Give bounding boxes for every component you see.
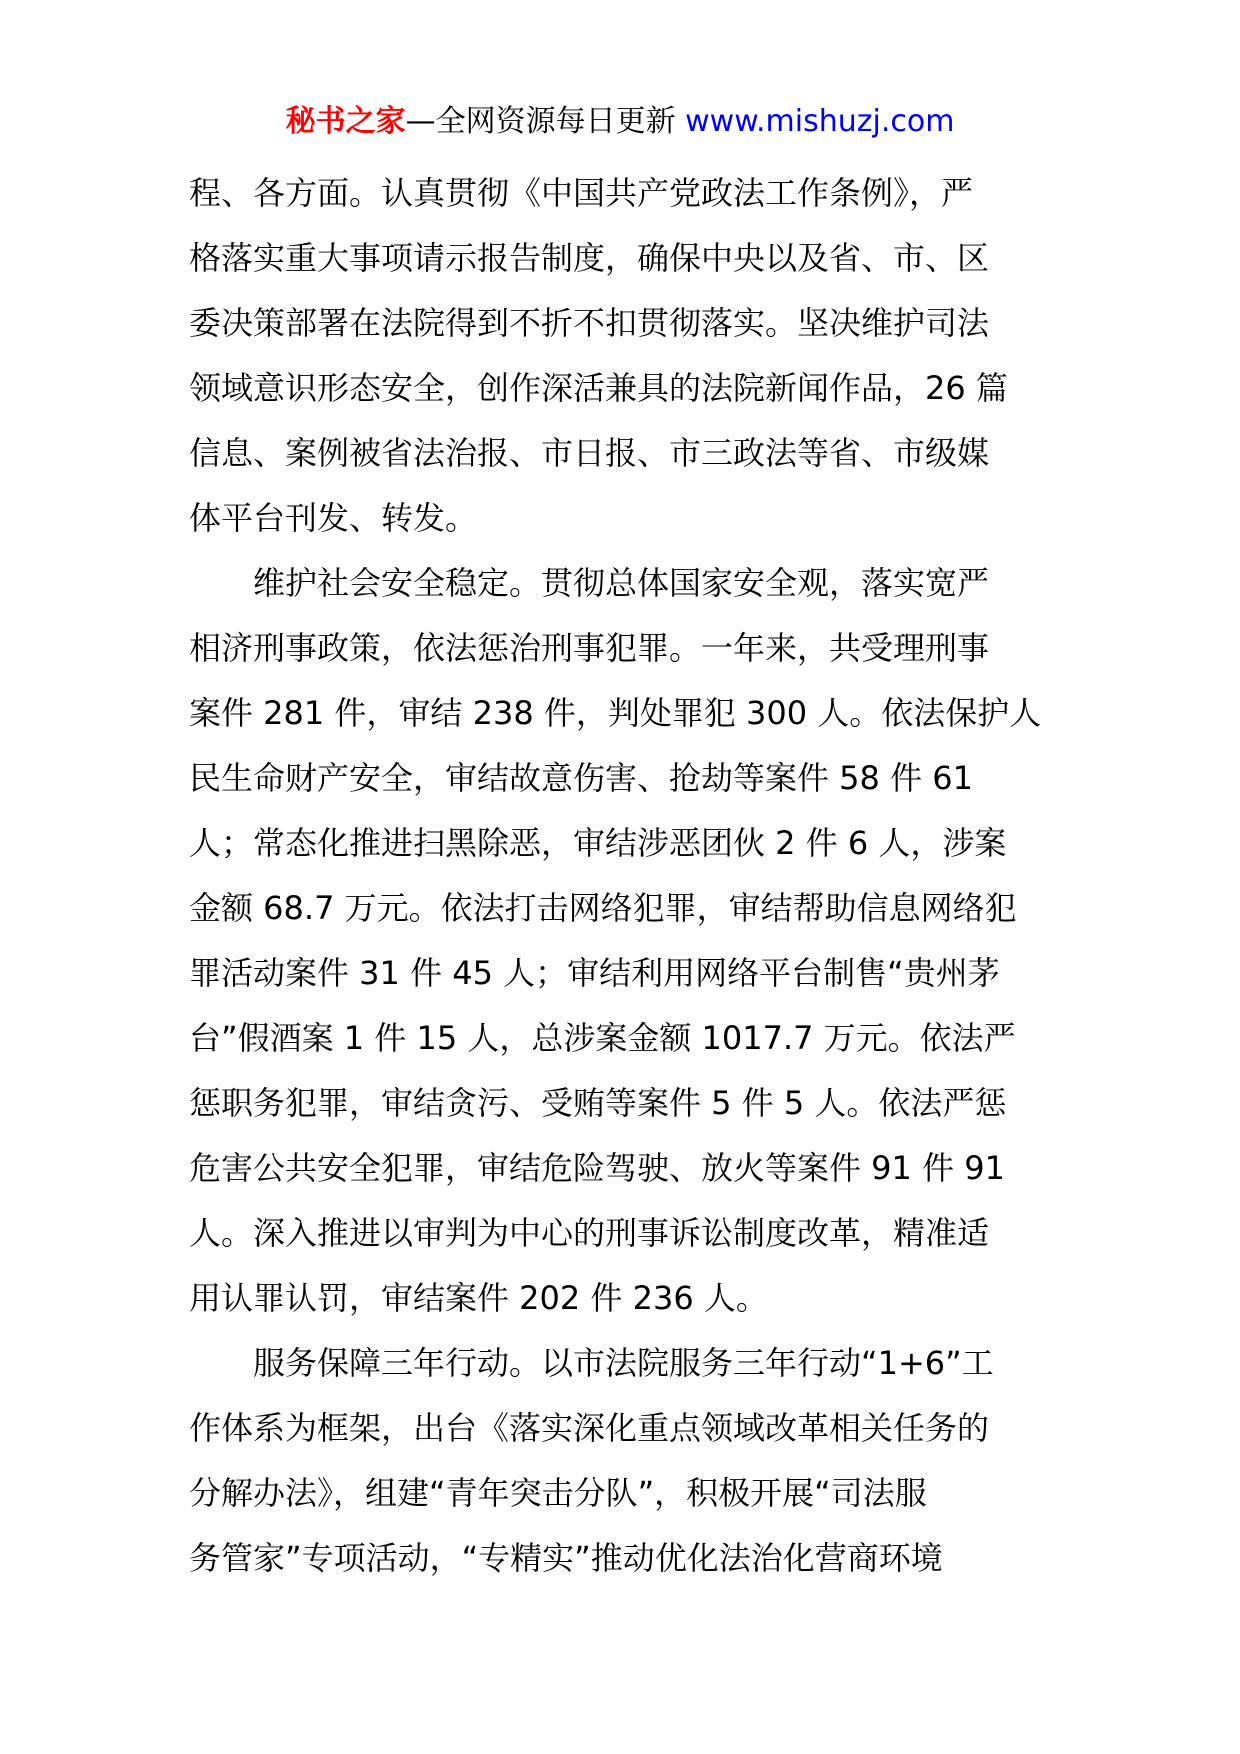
paragraph-three-year-action xyxy=(189,1331,1059,1591)
header-tagline: —全网资源每日更新 xyxy=(405,104,686,139)
text-line: 委决策部署在法院得到不折不扣贯彻落实。坚决维护司法 xyxy=(189,304,990,342)
text-line: 体平台刊发、转发。 xyxy=(189,499,478,537)
text-line: 分解办法》，组建“青年突击分队”，积极开展“司法服 xyxy=(189,1474,927,1512)
text-line: 惩职务犯罪，审结贪污、受贿等案件 5 件 5 人。依法严惩 xyxy=(189,1084,1007,1122)
brand-name: 秘书之家 xyxy=(285,104,406,139)
paragraph-social-security xyxy=(189,551,1059,1331)
text-line: 台”假酒案 1 件 15 人，总涉案金额 1017.7 万元。依法严 xyxy=(189,1019,1016,1057)
text-line: 格落实重大事项请示报告制度，确保中央以及省、市、区 xyxy=(189,239,990,277)
text-line: 领域意识形态安全，创作深活兼具的法院新闻作品，26 篇 xyxy=(189,369,1008,407)
page-header xyxy=(0,100,1240,144)
text-line: 金额 68.7 万元。依法打击网络犯罪，审结帮助信息网络犯 xyxy=(189,889,1017,927)
document-body xyxy=(189,161,1059,1591)
paragraph-continuation xyxy=(189,161,1059,551)
text-line: 危害公共安全犯罪，审结危险驾驶、放火等案件 91 件 91 xyxy=(189,1149,1005,1187)
text-line: 人。深入推进以审判为中心的刑事诉讼制度改革，精准适 xyxy=(189,1214,990,1252)
text-line: 人；常态化推进扫黑除恶，审结涉恶团伙 2 件 6 人，涉案 xyxy=(189,824,1007,862)
text-line: 信息、案例被省法治报、市日报、市三政法等省、市级媒 xyxy=(189,434,990,472)
text-line: 务管家”专项活动，“专精实”推动优化法治化营商环境 xyxy=(189,1539,943,1577)
text-line: 案件 281 件，审结 238 件，判处罪犯 300 人。依法保护人 xyxy=(189,694,1042,732)
text-line: 服务保障三年行动。以市法院服务三年行动“1+6”工 xyxy=(253,1344,994,1382)
site-url-link[interactable]: www.mishuzj.com xyxy=(685,104,955,139)
text-line: 民生命财产安全，审结故意伤害、抢劫等案件 58 件 61 xyxy=(189,759,973,797)
text-line: 作体系为框架，出台《落实深化重点领域改革相关任务的 xyxy=(189,1409,990,1447)
text-line: 维护社会安全稳定。贯彻总体国家安全观，落实宽严 xyxy=(253,564,990,602)
text-line: 罪活动案件 31 件 45 人；审结利用网络平台制售“贵州茅 xyxy=(189,954,1000,992)
text-line: 相济刑事政策，依法惩治刑事犯罪。一年来，共受理刑事 xyxy=(189,629,990,667)
text-line: 程、各方面。认真贯彻《中国共产党政法工作条例》，严 xyxy=(189,174,974,212)
text-line: 用认罪认罚，审结案件 202 件 236 人。 xyxy=(189,1279,768,1317)
